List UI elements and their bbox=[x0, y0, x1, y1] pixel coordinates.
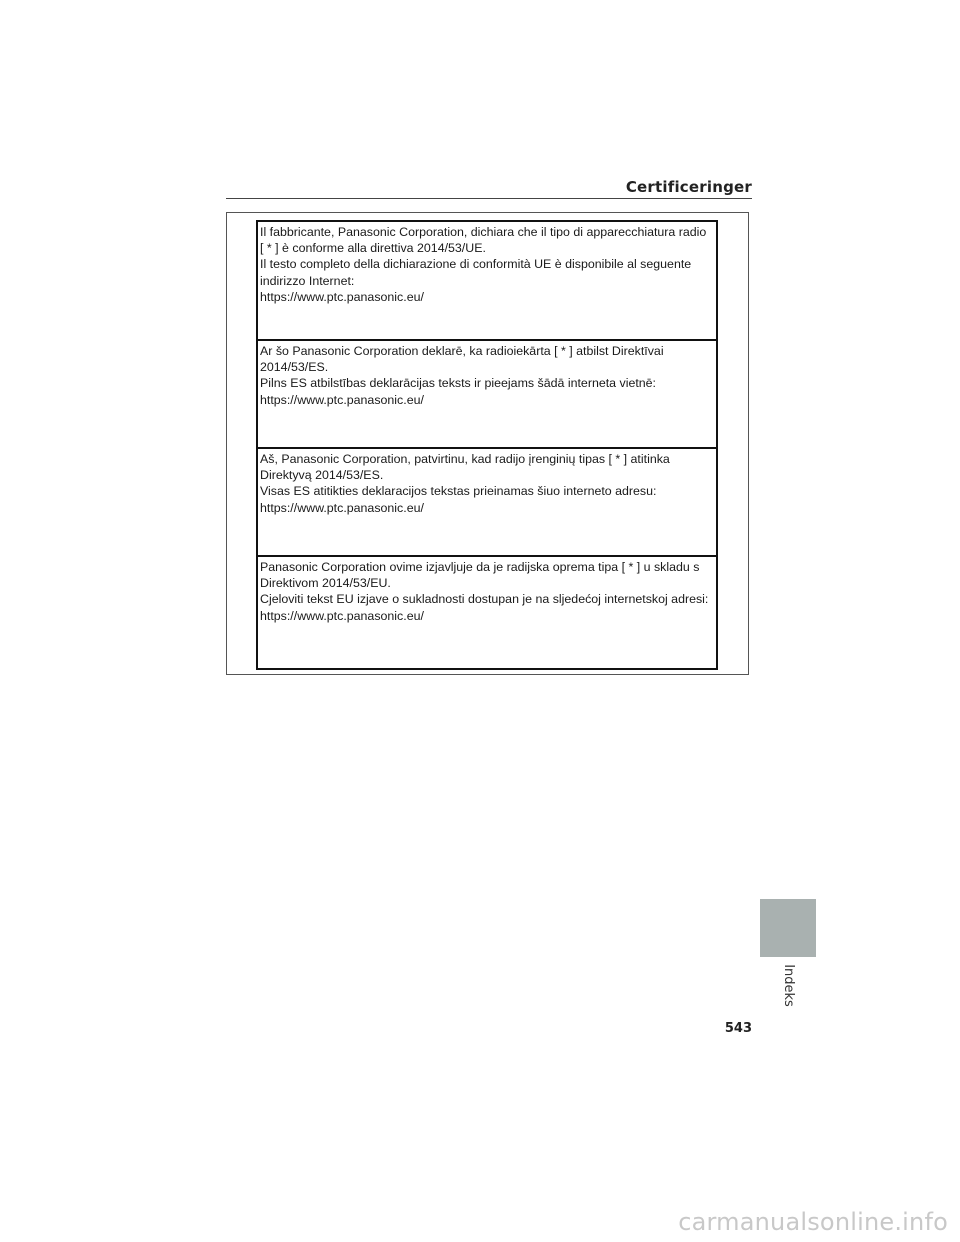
declaration-line: indirizzo Internet: bbox=[260, 273, 355, 288]
declaration-line: Direktivom 2014/53/EU. bbox=[260, 576, 391, 591]
declaration-block bbox=[258, 339, 716, 447]
index-tab-label[interactable] bbox=[778, 963, 798, 1007]
declaration-line: https://www.ptc.panasonic.eu/ bbox=[260, 608, 424, 623]
declaration-line: Ar šo Panasonic Corporation deklarē, ka radioiekārta [ * ] atbilst Direktīvai bbox=[260, 344, 664, 358]
page-title: Certificeringer bbox=[625, 178, 752, 196]
header-divider bbox=[226, 198, 752, 199]
declaration-table bbox=[256, 220, 718, 670]
declaration-line: Cjeloviti tekst EU izjave o sukladnosti dostupan je na sljedećoj internetskoj adresi: bbox=[260, 592, 709, 607]
index-tab-marker[interactable] bbox=[760, 899, 816, 957]
declaration-line: 2014/53/ES. bbox=[260, 360, 329, 375]
declaration-line: Il testo completo della dichiarazione di conformità UE è disponibile al seguente bbox=[260, 257, 692, 272]
declaration-line: Pilns ES atbilstības deklarācijas teksts ir pieejams šādā interneta vietnē: bbox=[260, 376, 657, 391]
declaration-line: Il fabbricante, Panasonic Corporation, dichiara che il tipo di apparecchiatura radio bbox=[260, 225, 707, 239]
declaration-line: [ * ] è conforme alla direttiva 2014/53/UE. bbox=[260, 241, 486, 256]
index-tab-text: Indeks bbox=[780, 963, 796, 1007]
declaration-line: Visas ES atitikties deklaracijos tekstas prieinamas šiuo interneto adresu: bbox=[260, 484, 657, 499]
declaration-line: Panasonic Corporation ovime izjavljuje da je radijska oprema tipa [ * ] u skladu s bbox=[260, 560, 700, 574]
declaration-block bbox=[258, 555, 716, 668]
declaration-line: https://www.ptc.panasonic.eu/ bbox=[260, 500, 424, 515]
page-number: 543 bbox=[724, 1021, 752, 1036]
declaration-line: https://www.ptc.panasonic.eu/ bbox=[260, 392, 424, 407]
declaration-line: Aš, Panasonic Corporation, patvirtinu, kad radijo įrenginių tipas [ * ] atitinka bbox=[260, 452, 670, 466]
declaration-line: Direktyvą 2014/53/ES. bbox=[260, 468, 384, 483]
watermark-logo: carmanualsonline.info bbox=[678, 1208, 948, 1236]
declaration-block bbox=[258, 447, 716, 555]
declaration-block bbox=[258, 222, 716, 339]
declaration-line: https://www.ptc.panasonic.eu/ bbox=[260, 289, 424, 304]
